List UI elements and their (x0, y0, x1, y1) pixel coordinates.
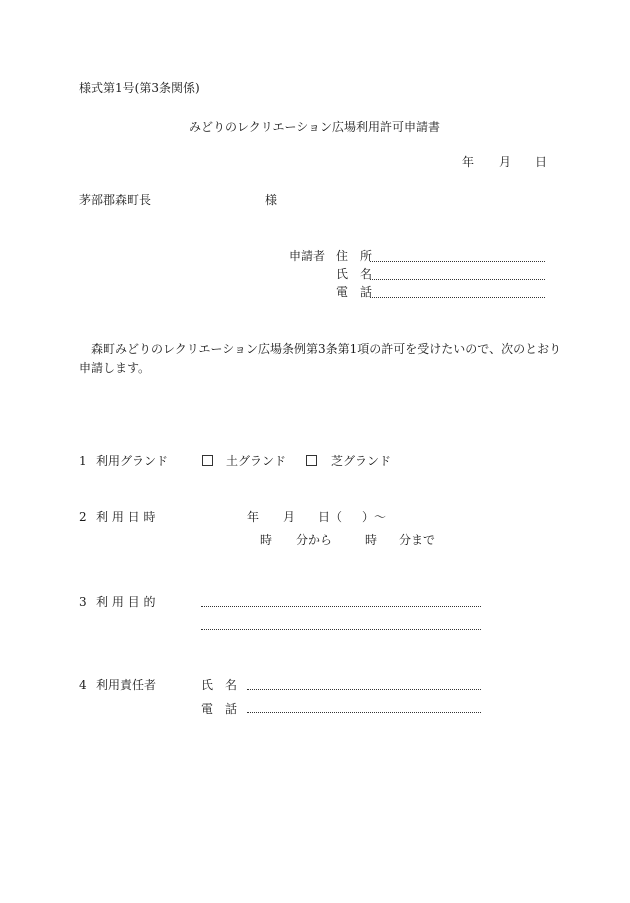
responsible-name-field[interactable] (247, 689, 481, 690)
checkbox-square-icon (306, 455, 317, 466)
datetime-weekday-close: ）〜 (362, 510, 387, 524)
checkbox-square-icon (202, 455, 213, 466)
time-to-hour-label: 時 (365, 533, 378, 547)
item4-number: 4 (79, 678, 87, 692)
body-text-line2: 申請します。 (79, 361, 151, 375)
date-month-label: 月 (499, 155, 512, 169)
datetime-year-label: 年 (247, 510, 260, 524)
responsible-name-label: 氏 名 (201, 678, 238, 692)
soil-ground-label: 土グランド (226, 454, 287, 468)
turf-ground-label: 芝グランド (331, 454, 392, 468)
responsible-phone-label: 電 話 (201, 702, 238, 716)
form-number: 様式第1号(第3条関係) (79, 81, 200, 95)
time-from-hour-label: 時 (260, 533, 273, 547)
time-from-minute-label: 分から (296, 533, 333, 547)
turf-ground-checkbox[interactable] (306, 455, 317, 467)
applicant-label: 申請者 (289, 249, 326, 263)
item3-number: 3 (79, 595, 87, 609)
item1-number: 1 (79, 454, 87, 468)
applicant-address-label: 住 所 (336, 249, 373, 263)
item1-label: 利用グランド (96, 454, 169, 468)
datetime-month-label: 月 (283, 510, 296, 524)
soil-ground-checkbox[interactable] (202, 455, 213, 467)
applicant-name-label: 氏 名 (336, 267, 373, 281)
datetime-day-label: 日（ (318, 510, 343, 524)
time-to-minute-label: 分まで (399, 533, 436, 547)
purpose-field-line1[interactable] (201, 606, 481, 607)
addressee-name: 茅部郡森町長 (79, 193, 152, 207)
applicant-phone-label: 電 話 (336, 285, 373, 299)
body-text-line1: 森町みどりのレクリエーション広場条例第3条第1項の許可を受けたいので、次のとおり (91, 342, 562, 356)
document-title: みどりのレクリエーション広場利用許可申請書 (189, 120, 441, 134)
item2-number: 2 (79, 510, 87, 524)
addressee-honorific: 様 (265, 193, 278, 207)
item2-label: 利 用 日 時 (96, 510, 156, 524)
date-day-label: 日 (535, 155, 548, 169)
item3-label: 利 用 目 的 (96, 595, 156, 609)
applicant-phone-field[interactable] (370, 297, 545, 298)
date-year-label: 年 (462, 155, 475, 169)
applicant-name-field[interactable] (370, 279, 545, 280)
purpose-field-line2[interactable] (201, 629, 481, 630)
responsible-phone-field[interactable] (247, 712, 481, 713)
item4-label: 利用責任者 (96, 678, 157, 692)
applicant-address-field[interactable] (370, 261, 545, 262)
